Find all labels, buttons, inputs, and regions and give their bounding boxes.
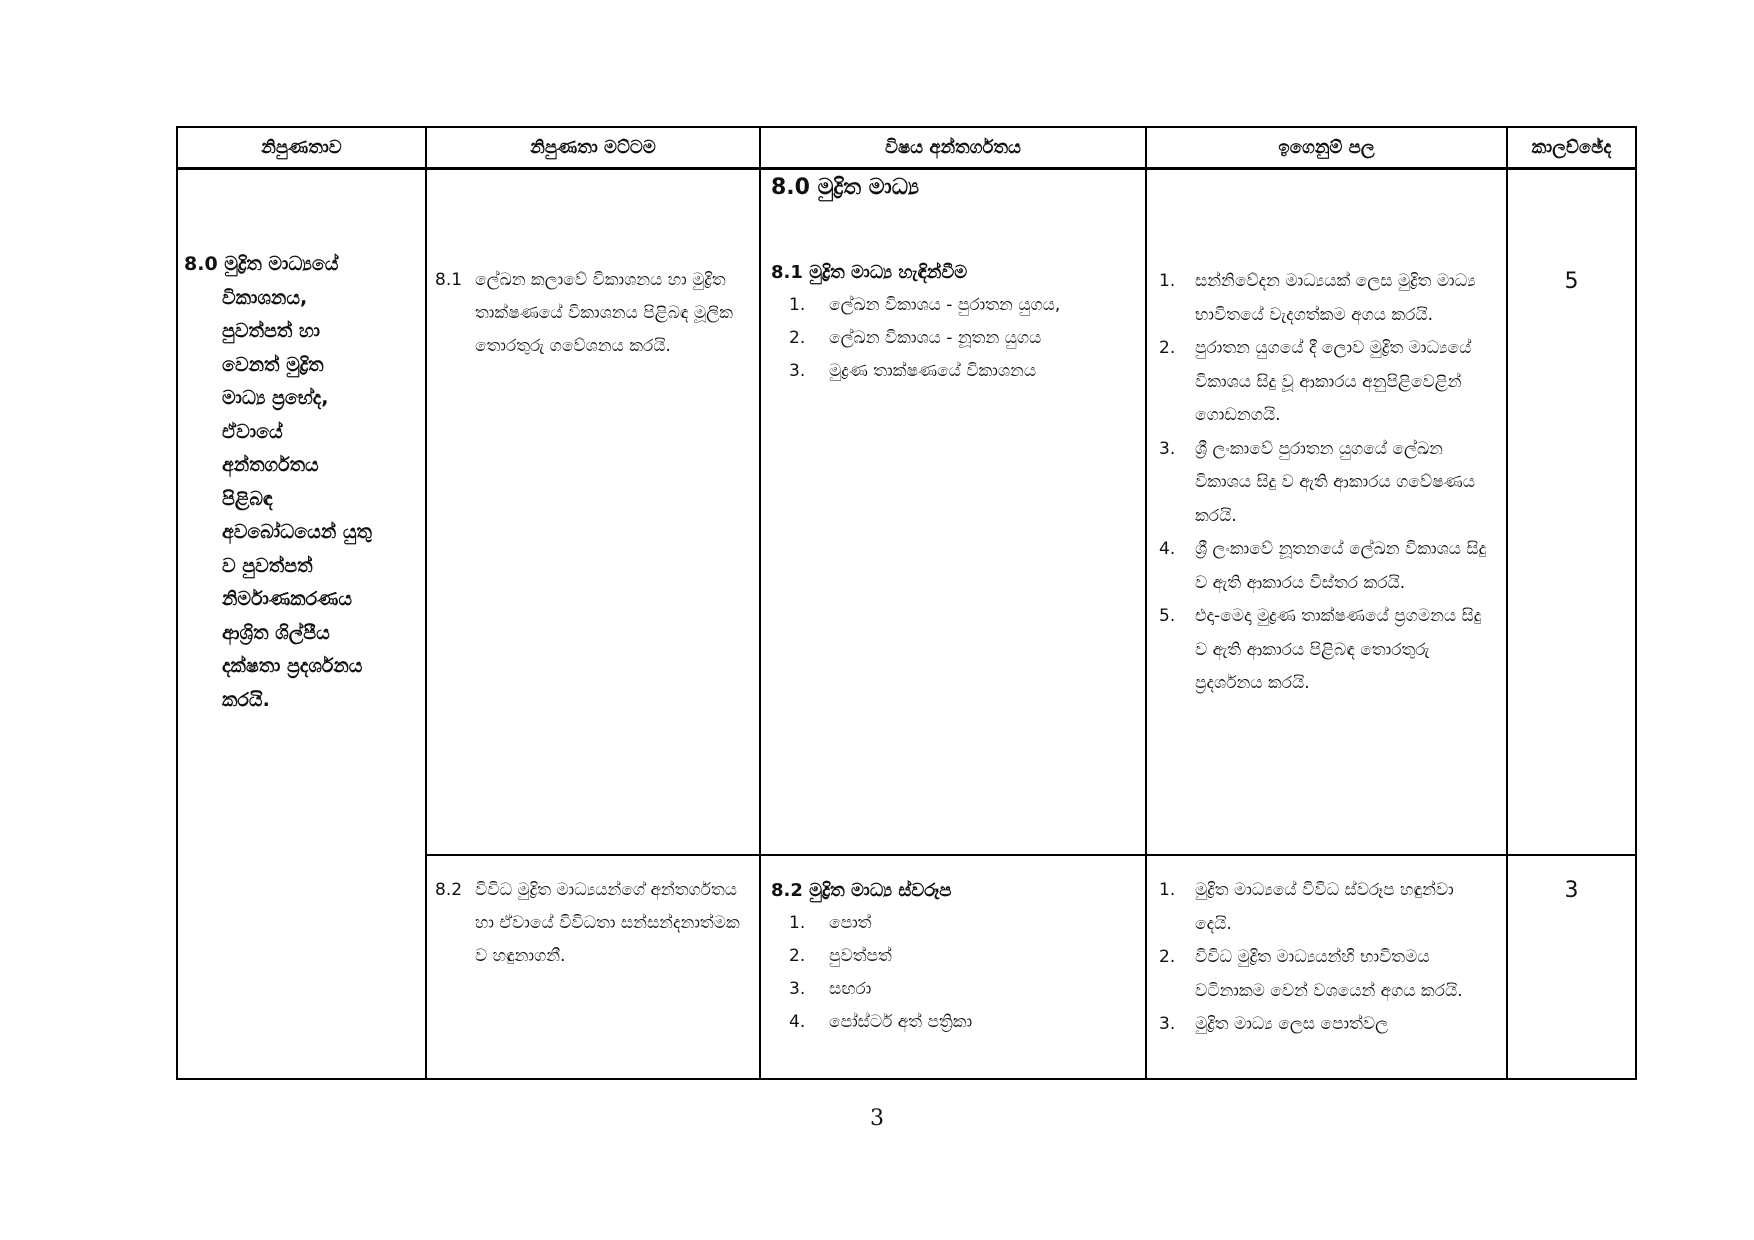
periods-value: 5 — [1564, 269, 1579, 294]
content-cell-8-2 — [761, 856, 1147, 1078]
list-item: 1. මුද්‍රිත මාධ්‍යයේ විවිධ ස්වරූප හඳුන්වා දෙයි. — [1159, 880, 1454, 934]
level-item — [427, 856, 759, 973]
competency-line: ආශ්‍රිත ශිල්පීය — [222, 621, 330, 644]
list-item: 4. ශ්‍රී ලංකාවේ නූතනයේ ලේඛන විකාශය සිදු ව ඇති ආකාරය විස්තර කරයි. — [1159, 539, 1487, 593]
level-item — [427, 170, 759, 363]
content-list — [761, 289, 1145, 388]
level-cell-8-1 — [427, 170, 761, 856]
competency-line: නිර්මාණකරණය — [222, 588, 353, 610]
header-competency-level: නිපුණතා මට්ටම — [427, 128, 761, 170]
outcomes-cell-8-1 — [1147, 170, 1508, 856]
content-heading: 8.1 මුද්‍රිත මාධ්‍ය හැඳින්වීම — [771, 262, 968, 283]
curriculum-table — [176, 126, 1637, 1080]
list-item: 1. පොත් — [789, 913, 872, 933]
competency-text — [178, 170, 425, 717]
periods-cell-8-2 — [1508, 856, 1635, 1078]
header-learning-outcomes: ඉගෙනුම් පල — [1147, 128, 1508, 170]
competency-line: දක්ෂතා ප්‍රදර්ශනය — [222, 655, 363, 677]
competency-line: පිළිබඳ — [222, 487, 273, 510]
list-item: 3. මුද්‍රණ තාක්ෂණයේ විකාශනය — [789, 361, 1037, 381]
level-text: ලේඛන කලාවේ විකාශනය හා මුද්‍රිත තාක්ෂණයේ විකාශනය පිළිබඳ මූලික තොරතුරු ගවේශනය කරයි. — [475, 270, 733, 356]
level-number: 8.1 — [435, 270, 463, 290]
competency-line: විකාශනය, — [222, 286, 308, 309]
competency-line: අන්තර්ගතය — [222, 454, 319, 476]
periods-value: 3 — [1564, 878, 1579, 903]
competency-line: මුද්‍රිත මාධ්‍යයේ — [224, 253, 339, 275]
list-item: 1. ලේඛන විකාශය - පුරාතන යුගය, — [789, 295, 1061, 315]
level-text: විවිධ මුද්‍රිත මාධ්‍යයන්ගේ අන්තර්ගතය හා ඒවායේ විවිධතා සන්සන්දනාත්මක ව හඳුනාගනී. — [475, 880, 740, 966]
content-list — [761, 907, 1145, 1039]
competency-line: ව පුවත්පත් — [222, 554, 313, 577]
competency-line: වෙනත් මුද්‍රිත — [222, 353, 324, 376]
header-subject-content: විෂය අන්තර්ගතය — [761, 128, 1147, 170]
list-item: 3. සඟරා — [789, 979, 872, 999]
outcomes-cell-8-2 — [1147, 856, 1508, 1078]
header-periods: කාලච්ඡේද — [1508, 128, 1635, 170]
competency-line: කරයි. — [222, 688, 270, 711]
periods-cell-8-1 — [1508, 170, 1635, 856]
competency-line: ඒවායේ — [222, 420, 283, 443]
list-item: 3. මුද්‍රිත මාධ්‍ය ලෙස පොත්වල — [1159, 1014, 1389, 1034]
list-item: 2. පුවත්පත් — [789, 946, 892, 966]
header-competency: නිපුණතාව — [178, 128, 427, 170]
competency-first-line — [184, 248, 415, 282]
list-item: 3. ශ්‍රී ලංකාවේ පුරාතන යුගයේ ලේඛන විකාශය සිදු ව ඇති ආකාරය ගවේෂණය කරයි. — [1159, 438, 1475, 526]
outcomes-list — [1147, 856, 1506, 1042]
list-item: 2. පුරාතන යුගයේ දී ලොව මුද්‍රිත මාධ්‍යයේ විකාශය සිදු වූ ආකාරය අනුපිළිවෙළින් ගොඩනගයි. — [1159, 338, 1472, 425]
list-item: 1. සන්නිවේදන මාධ්‍යයක් ලෙස මුද්‍රිත මාධ්‍ය භාවිතයේ වැදගත්කම අගය කරයි. — [1159, 271, 1476, 325]
level-number: 8.2 — [435, 880, 463, 900]
content-heading: 8.2 මුද්‍රිත මාධ්‍ය ස්වරූප — [771, 880, 952, 901]
content-title: 8.0 මුද්‍රිත මාධ්‍ය — [771, 175, 920, 200]
content-cell-8-1 — [761, 170, 1147, 856]
list-item: 2. ලේඛන විකාශය - නූතන යුගය — [789, 328, 1042, 348]
competency-line: පුවත්පත් හා — [222, 320, 321, 342]
competency-line: අවබෝධයෙන් යුතු — [222, 521, 372, 543]
competency-number: 8.0 — [184, 253, 218, 275]
page-number: 3 — [870, 1106, 884, 1131]
list-item: 2. විවිධ මුද්‍රිත මාධ්‍යයන්හි භාවිතමය වටිනාකම වෙන් වශයෙන් අගය කරයි. — [1159, 947, 1463, 1001]
competency-cell — [178, 170, 427, 1078]
level-cell-8-2 — [427, 856, 761, 1078]
outcomes-list — [1147, 170, 1506, 701]
competency-line: මාධ්‍ය ප්‍රභේද, — [222, 387, 329, 409]
list-item: 4. පෝස්ටර් අත් පත්‍රිකා — [789, 1012, 973, 1032]
list-item: 5. එදා-මෙදා මුද්‍රණ තාක්ෂණයේ ප්‍රගමනය සිදු ව ඇති ආකාරය පිළිබඳ තොරතුරු ප්‍රදර්ශනය කරයි. — [1159, 606, 1482, 693]
